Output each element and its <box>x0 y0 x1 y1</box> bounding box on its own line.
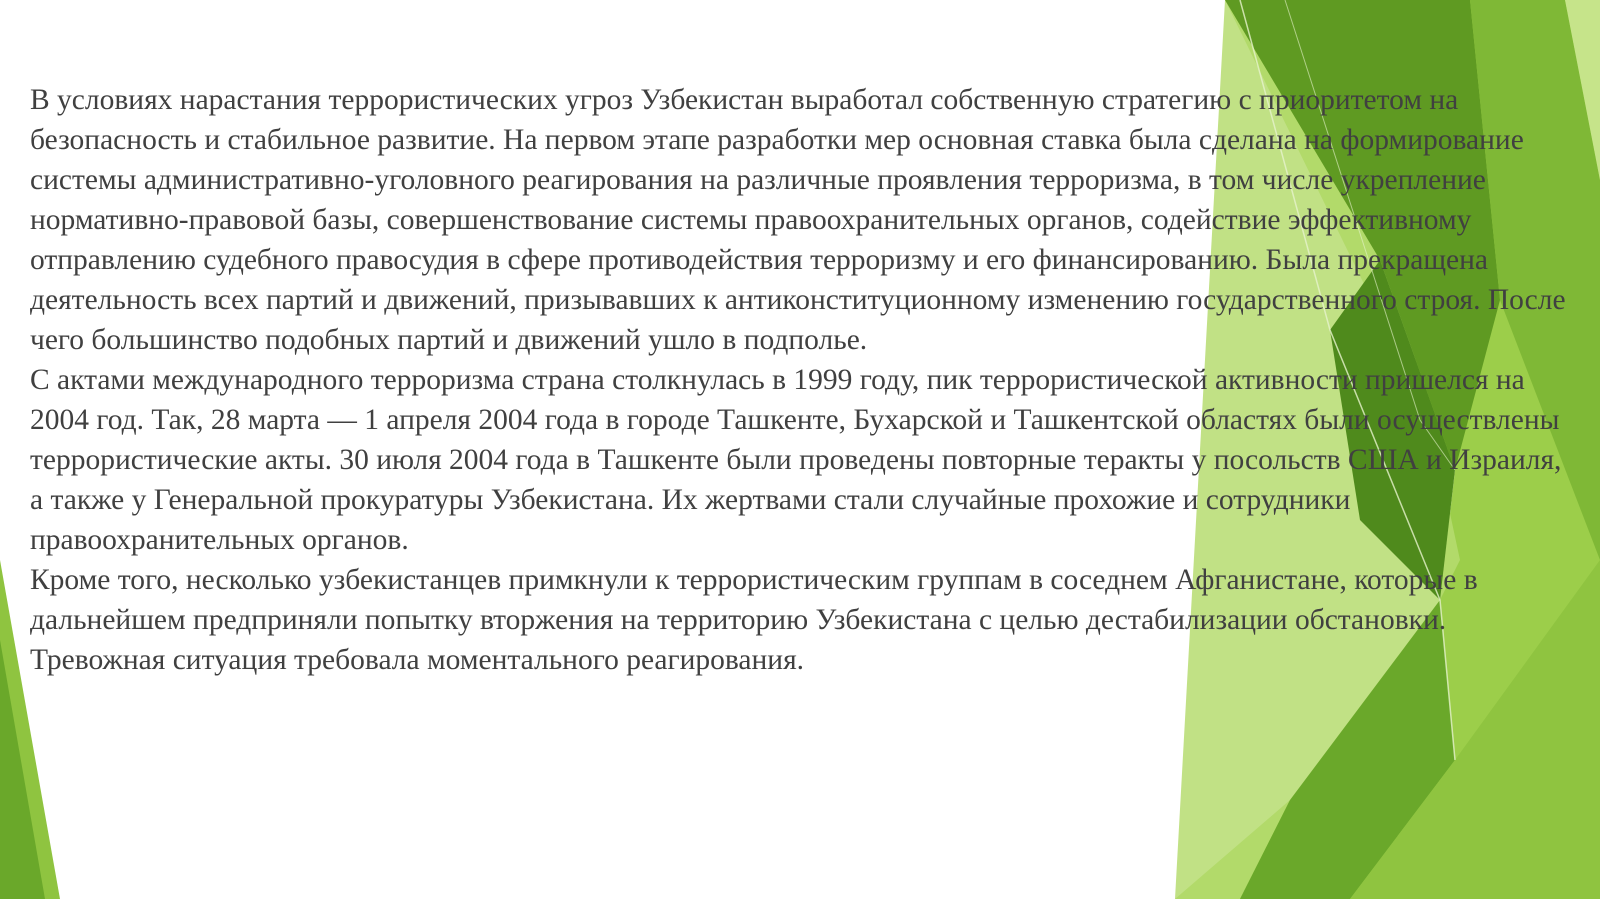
slide-text-body <box>30 80 1570 680</box>
paragraph-afghanistan: Кроме того, несколько узбекистанцев примкнули к террористическим группам в соседнем Афганистане, которые в дальнейшем предприняли попытку вторжения на территорию Узбекистана с целью дестабилизации обстановки. <box>30 564 1478 636</box>
paragraph-terror-acts: С актами международного терроризма страна столкнулась в 1999 году, пик террористической активности пришелся на 2004 год. Так, 28 марта — 1 апреля 2004 года в городе Ташкенте, Бухарской и Ташкентской областях были осуществлены террористические акты. 30 июля 2004 года в Ташкенте были проведены повторные теракты у посольств США и Израиля, а также у Генеральной прокуратуры Узбекистана. Их жертвами стали случайные прохожие и сотрудники правоохранительных органов. <box>30 364 1562 556</box>
paragraph-strategy: В условиях нарастания террористических угроз Узбекистан выработал собственную стратегию с приоритетом на безопасность и стабильное развитие. На первом этапе разработки мер основная ставка была сделана на формирование системы административно-уголовного реагирования на различные проявления терроризма, в том числе укрепление нормативно-правовой базы, совершенствование системы правоохранительных органов, содействие эффективному отправлению судебного правосудия в сфере противодействия терроризму и его финансированию. Была прекращена деятельность всех партий и движений, призывавших к антиконституционному изменению государственного строя. После чего большинство подобных партий и движений ушло в подполье. <box>30 84 1566 356</box>
paragraph-conclusion: Тревожная ситуация требовала моментального реагирования. <box>30 644 805 676</box>
